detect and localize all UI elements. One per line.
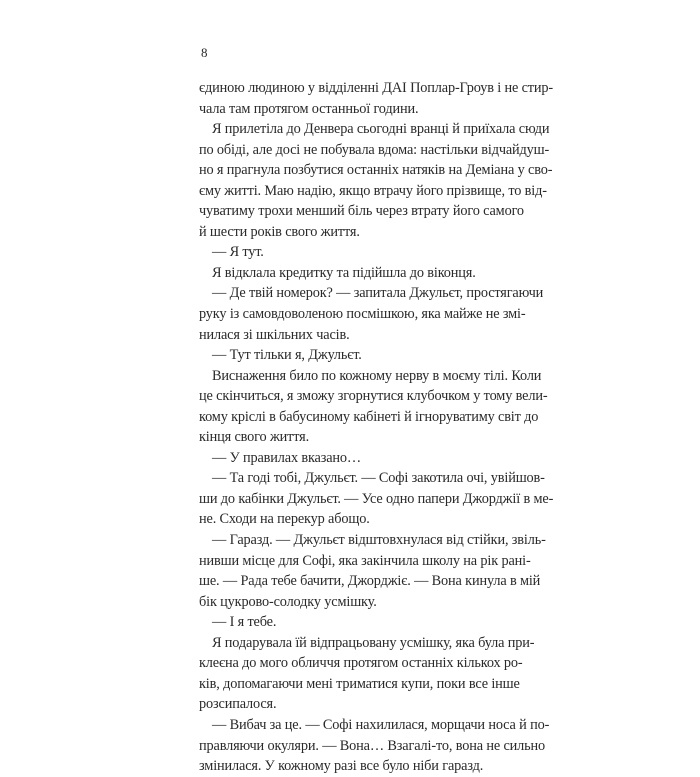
- text-line: — Та годі тобі, Джульєт. — Софі закотила очі, увійшов-: [212, 470, 545, 487]
- text-line: ши до кабінки Джульєт. — Усе одно папери Джорджії в ме-: [199, 490, 554, 507]
- text-line: чала там протягом останньої години.: [199, 100, 419, 117]
- text-line: нилася зі шкільних часів.: [199, 326, 350, 343]
- page-body-text: [199, 78, 554, 777]
- text-line: Виснаження било по кожному нерву в моєму тілі. Коли: [212, 367, 542, 384]
- text-line: по обіді, але досі не побувала вдома: настільки відчайдуш-: [199, 141, 550, 158]
- text-line: — Де твій номерок? — запитала Джульєт, простягаючи: [212, 285, 544, 302]
- text-line: не. Сходи на перекур абощо.: [199, 511, 370, 528]
- text-line: чуватиму трохи менший біль через втрату його самого: [199, 203, 524, 220]
- text-line: но я прагнула позбутися останніх натяків на Деміана у сво-: [199, 162, 553, 179]
- text-line: — Вибач за це. — Софі нахилилася, морщачи носа й по-: [212, 716, 550, 733]
- text-line: нивши місце для Софі, яка закінчила школу на рік рані-: [199, 552, 531, 569]
- text-line: — І я тебе.: [212, 614, 277, 631]
- text-line: ше. — Рада тебе бачити, Джорджіє. — Вона кинула в мій: [199, 573, 541, 590]
- text-line: руку із самовдоволеною посмішкою, яка майже не змі-: [199, 306, 526, 323]
- text-line: — Тут тільки я, Джульєт.: [212, 347, 362, 364]
- text-line: — Я тут.: [212, 244, 264, 261]
- text-line: й шести років свого життя.: [199, 223, 360, 240]
- text-line: Я відклала кредитку та підійшла до віконця.: [212, 264, 476, 281]
- text-line: єму житті. Маю надію, якщо втрачу його прізвище, то від-: [199, 182, 547, 199]
- text-line: Я подарувала їй відпрацьовану усмішку, яка була при-: [212, 634, 535, 651]
- text-line: кому кріслі в бабусиному кабінеті й ігноруватиму світ до: [199, 408, 539, 425]
- text-line: кінця свого життя.: [199, 429, 310, 446]
- text-line: бік цукрово-солодку усмішку.: [199, 593, 377, 610]
- text-line: розсипалося.: [199, 696, 277, 713]
- text-line: — У правилах вказано…: [212, 449, 362, 466]
- text-line: — Гаразд. — Джульєт відштовхнулася від стійки, звіль-: [212, 532, 546, 549]
- text-line: єдиною людиною у відділенні ДАІ Поплар-Гроув і не стир-: [199, 80, 554, 96]
- text-line: Я прилетіла до Денвера сьогодні вранці й приїхала сюди: [212, 121, 550, 138]
- text-line: змінилася. У кожному разі все було ніби гаразд.: [199, 758, 484, 775]
- text-line: правляючи окуляри. — Вона… Взагалі-то, вона не сильно: [199, 737, 545, 754]
- text-line: це скінчиться, я зможу згорнутися клубочком у тому вели-: [199, 388, 548, 405]
- page-number: 8: [201, 45, 208, 60]
- text-line: клеєна до мого обличчя протягом останніх кількох ро-: [199, 655, 523, 672]
- text-line: ків, допомагаючи мені триматися купи, поки все інше: [199, 675, 520, 692]
